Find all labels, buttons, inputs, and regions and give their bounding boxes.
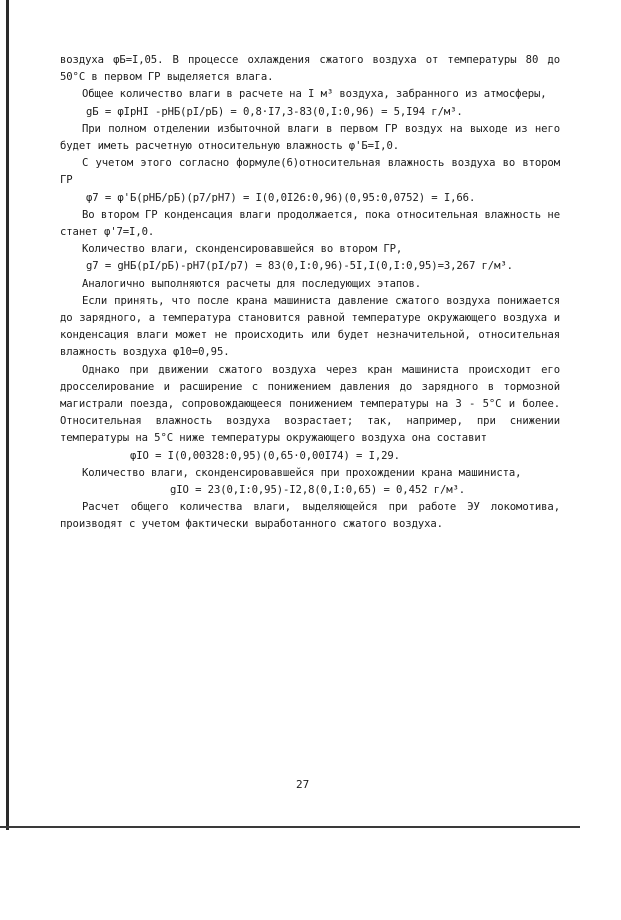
paragraph: Количество влаги, сконденсировавшейся при прохождении крана машиниста, (82, 466, 522, 479)
scan-left-edge (6, 0, 9, 830)
formula: φIO = I(0,00328:0,95)(0,65·0,00I74) = I,29. (130, 449, 400, 462)
paragraph: Количество влаги, сконденсировавшейся во втором ГР, (82, 243, 403, 256)
document-page (60, 52, 560, 534)
paragraph: С учетом этого согласно формуле(6)относительная влажность воздуха во втором ГР (60, 157, 560, 187)
formula: g7 = gHБ(pI/pБ)-pH7(pI/p7) = 83(0,I:0,96)-5I,I(0,I:0,95)=3,267 г/м³. (86, 260, 513, 273)
paragraph: Во втором ГР конденсация влаги продолжается, пока относительная влажность не станет φ'7=I,0. (60, 208, 560, 239)
paragraph: Однако при движении сжатого воздуха через кран машиниста происходит его дросселирование и расширение с понижением давления до зарядного в тормозной магистрали поезда, сопровождающееся понижением температуры на 3 - 5°С и более. Относительная влажность воздуха возрастает; так, например, при снижении температуры на 5°С ниже температуры окружающего воздуха она составит (60, 363, 560, 445)
paragraph: Аналогично выполняются расчеты для последующих этапов. (82, 277, 422, 290)
formula: gIO = 23(0,I:0,95)-I2,8(0,I:0,65) = 0,452 г/м³. (170, 484, 466, 497)
paragraph: Расчет общего количества влаги, выделяющейся при работе ЭУ локомотива, производят с учетом фактически выработанного сжатого воздуха. (60, 501, 560, 531)
paragraph: воздуха φБ=I,05. В процессе охлаждения сжатого воздуха от температуры 80 до 50°С в первом ГР выделяется влага. (60, 54, 560, 84)
page-number: 27 (296, 778, 310, 791)
formula: gБ = φIpHI -pHБ(pI/pБ) = 0,8·I7,3-83(0,I:0,96) = 5,I94 г/м³. (86, 105, 463, 118)
paragraph: При полном отделении избыточной влаги в первом ГР воздух на выходе из него будет иметь расчетную относительную влажность φ'Б=I,0. (60, 122, 560, 153)
scan-bottom-edge (0, 826, 580, 828)
formula: φ7 = φ'Б(pHБ/pБ)(p7/pH7) = I(0,0I26:0,96)(0,95:0,0752) = I,66. (86, 191, 476, 204)
paragraph: Если принять, что после крана машиниста давление сжатого воздуха понижается до зарядного, а температура становится равной температуре окружающего воздуха и конденсация влаги может не происходить или будет незначительной, относительная влажность воздуха φ10=0,95. (60, 294, 560, 359)
paragraph: Общее количество влаги в расчете на I м³ воздуха, забранного из атмосферы, (82, 88, 547, 101)
